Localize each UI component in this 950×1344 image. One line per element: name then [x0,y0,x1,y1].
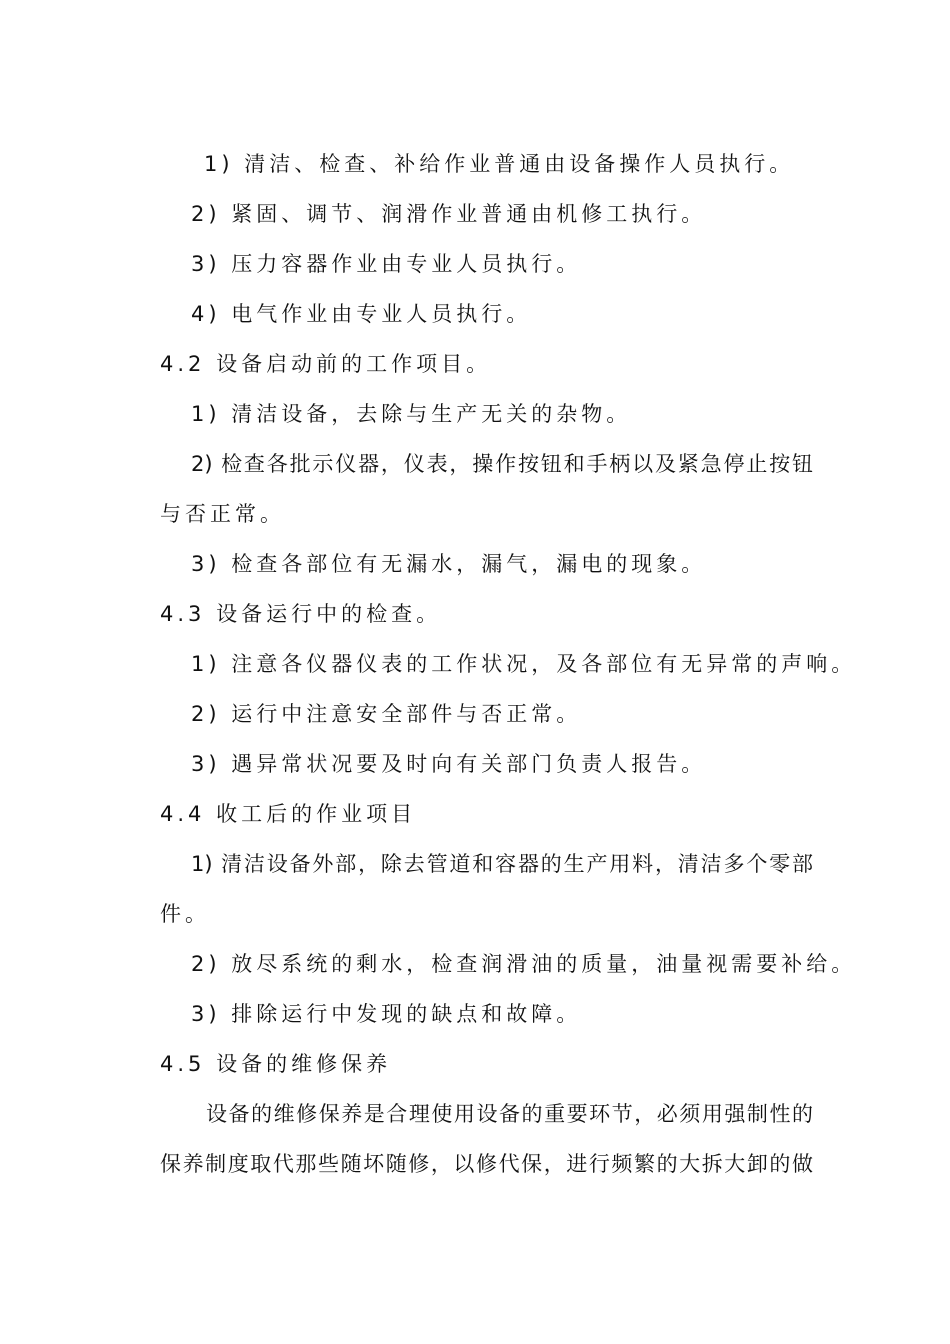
paragraph-line: 2) 紧固、调节、润滑作业普通由机修工执行。 [191,202,707,226]
paragraph-line: 保养制度取代那些随坏随修，以修代保，进行频繁的大拆大卸的做 [160,1152,813,1176]
paragraph-line: 设备的维修保养是合理使用设备的重要环节，必须用强制性的 [206,1102,813,1126]
paragraph-line: 4) 电气作业由专业人员执行。 [191,302,532,326]
paragraph-line: 件。 [160,902,210,926]
section-heading: 4.4 收工后的作业项目 [160,802,417,826]
paragraph-line: 1) 清洁设备，去除与生产无关的杂物。 [191,402,632,426]
paragraph-line: 3) 检查各部位有无漏水，漏气，漏电的现象。 [191,552,707,576]
paragraph-line: 1) 清洁设备外部，除去管道和容器的生产用料，清洁多个零部 [191,852,813,876]
paragraph-line: 1) 清洁、检查、补给作业普通由设备操作人员执行。 [204,152,795,176]
paragraph-line: 3) 排除运行中发现的缺点和故障。 [191,1002,582,1026]
paragraph-line: 2) 检查各批示仪器，仪表，操作按钮和手柄以及紧急停止按钮 [191,452,813,476]
paragraph-line: 2) 放尽系统的剩水，检查润滑油的质量，油量视需要补给。 [191,952,857,976]
paragraph-line: 3) 遇异常状况要及时向有关部门负责人报告。 [191,752,707,776]
section-heading: 4.3 设备运行中的检查。 [160,602,442,626]
paragraph-line: 2) 运行中注意安全部件与否正常。 [191,702,582,726]
paragraph-line: 1) 注意各仪器仪表的工作状况，及各部位有无异常的声响。 [191,652,857,676]
section-heading: 4.5 设备的维修保养 [160,1052,392,1076]
paragraph-line: 3) 压力容器作业由专业人员执行。 [191,252,582,276]
section-heading: 4.2 设备启动前的工作项目。 [160,352,492,376]
paragraph-line: 与否正常。 [160,502,285,526]
